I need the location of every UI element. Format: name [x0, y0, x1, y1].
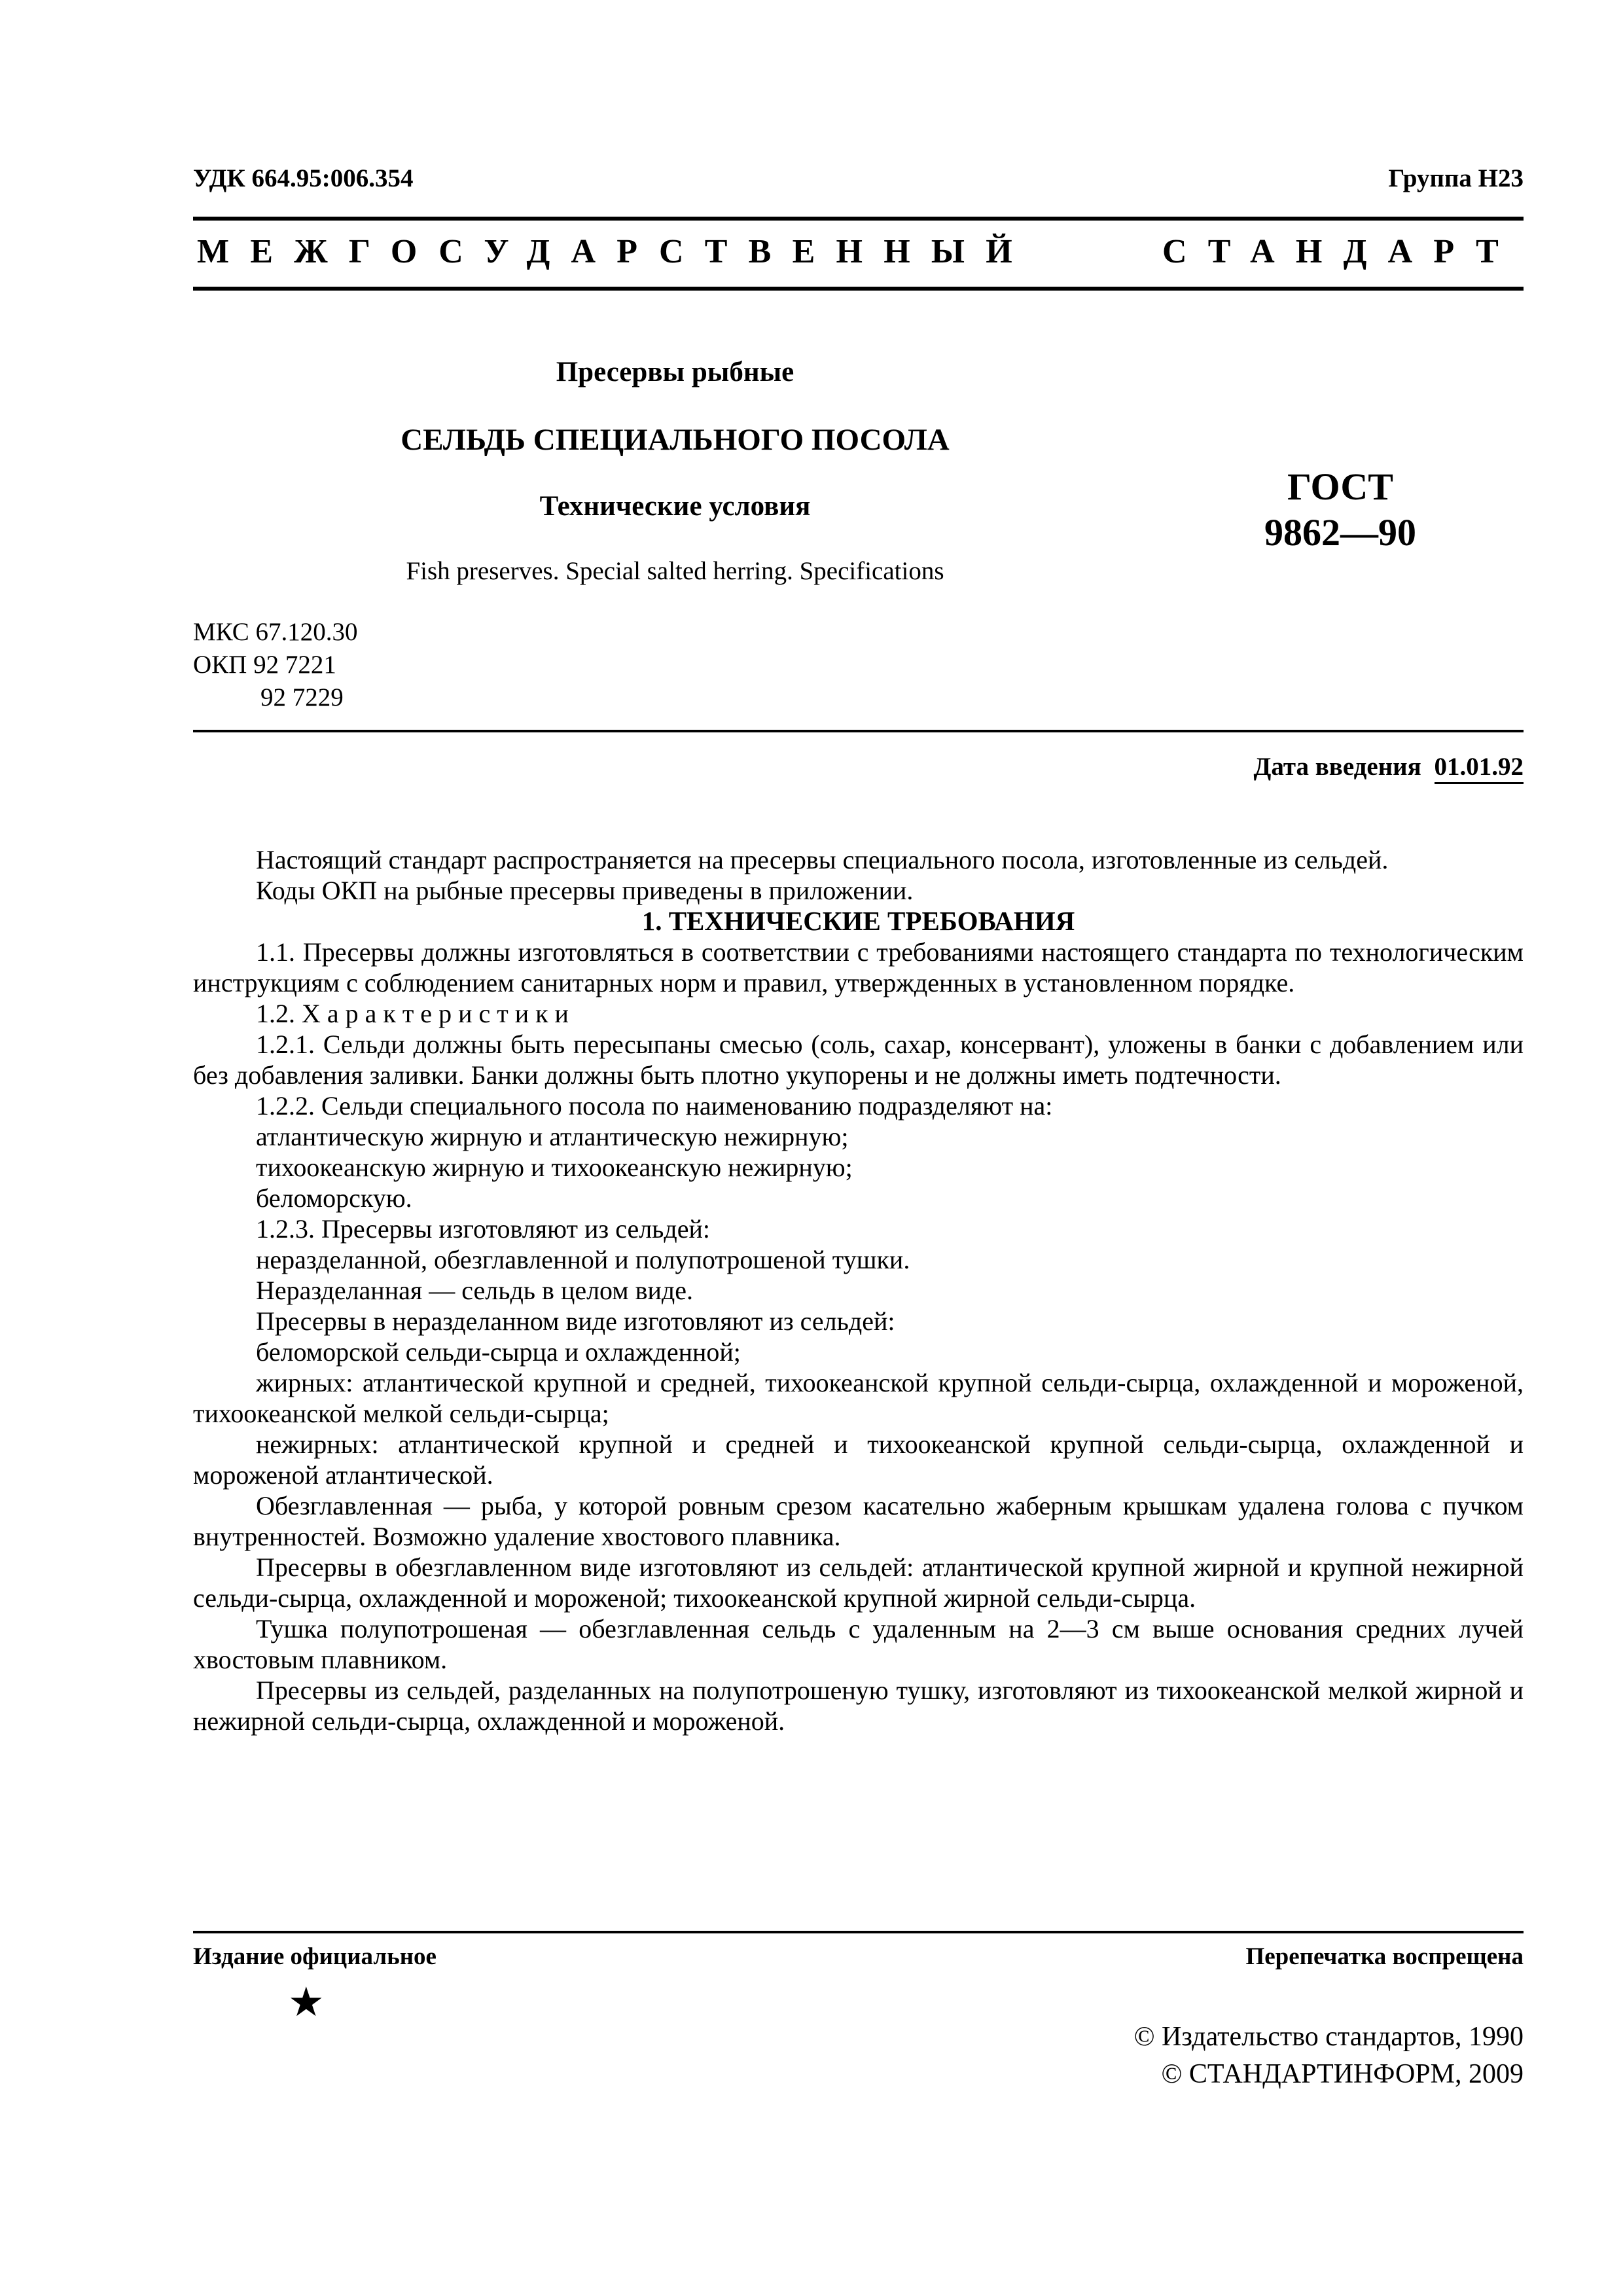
paragraph: Коды ОКП на рыбные пресервы приведены в приложении. [256, 876, 914, 905]
title-area [193, 356, 1524, 586]
document-subject: Пресервы рыбные [556, 357, 794, 387]
document-body [193, 844, 1524, 1736]
document-title-english: Fish preserves. Special salted herring. Specifications [406, 557, 944, 585]
gost-label: ГОСТ [1287, 465, 1393, 508]
paragraph: жирных: атлантической крупной и средней, тихоокеанской крупной сельди-сырца, охлажденной и мороженой, тихоокеанской мелкой сельди-сырца; [193, 1368, 1524, 1428]
introduction-date [193, 752, 1524, 781]
paragraph: Пресервы из сельдей, разделанных на полупотрошеную тушку, изготовляют из тихоокеанской мелкой жирной и нежирной сельди-сырца, охлажденной и мороженой. [193, 1676, 1524, 1736]
section-1-heading: 1. ТЕХНИЧЕСКИЕ ТРЕБОВАНИЯ [641, 906, 1075, 936]
paragraph: 1.2.1. Сельди должны быть пересыпаны смесью (соль, сахар, консервант), уложены в банки с добавлением или без добавления заливки. Банки должны быть плотно укупорены и не должны иметь подтечности. [193, 1030, 1524, 1090]
paragraph: тихоокеанскую жирную и тихоокеанскую нежирную; [256, 1153, 853, 1182]
banner-word-1: МЕЖГОСУДАРСТВЕННЫЙ [197, 233, 1033, 270]
paragraph: нежирных: атлантической крупной и средней и тихоокеанской крупной сельди-сырца, охлажденной и мороженой атлантической. [193, 1429, 1524, 1490]
copyright-line-2: © СТАНДАРТИНФОРМ, 2009 [1161, 2059, 1524, 2089]
paragraph: Пресервы в обезглавленном виде изготовляют из сельдей: атлантической крупной жирной и крупной нежирной сельди-сырца, охлажденной и мороженой; тихоокеанской крупной жирной сельди-сырца. [193, 1552, 1524, 1613]
footer-labels [193, 1943, 1524, 1971]
gost-number-block [1157, 356, 1524, 586]
classification-codes [193, 616, 1524, 714]
paragraph: 1.2. Х а р а к т е р и с т и к и [256, 999, 569, 1028]
paragraph: Неразделанная — сельдь в целом виде. [256, 1276, 694, 1305]
paragraph: неразделанной, обезглавленной и полупотрошеной тушки. [256, 1245, 910, 1274]
copyright-block [1134, 2018, 1524, 2093]
title-block [193, 356, 1157, 586]
paragraph: беломорской сельди-сырца и охлажденной; [256, 1337, 741, 1367]
paragraph: Тушка полупотрошеная — обезглавленная сельдь с удаленным на 2—3 см выше основания средних лучей хвостовым плавником. [193, 1614, 1524, 1674]
udk-code: УДК 664.95:006.354 [193, 164, 414, 192]
paragraph: 1.2.3. Пресервы изготовляют из сельдей: [256, 1214, 711, 1244]
star-icon: ★ [288, 1981, 325, 2025]
official-edition-label: Издание официальное [193, 1943, 437, 1970]
paragraph: 1.2.2. Сельди специального посола по наименованию подразделяют на: [256, 1091, 1053, 1121]
paragraph: Настоящий стандарт распространяется на пресервы специального посола, изготовленные из сельдей. [256, 845, 1389, 874]
footer-bottom [193, 1982, 1524, 2093]
paragraph: Пресервы в неразделанном виде изготовляют из сельдей: [256, 1306, 895, 1336]
document-title: СЕЛЬДЬ СПЕЦИАЛЬНОГО ПОСОЛА [401, 423, 950, 457]
okp-code-1: ОКП 92 7221 [193, 651, 336, 679]
paragraph: беломорскую. [256, 1183, 412, 1213]
reprint-prohibited-label: Перепечатка воспрещена [1245, 1943, 1524, 1970]
standard-banner-title [197, 232, 1520, 271]
copyright-line-1: © Издательство стандартов, 1990 [1133, 2022, 1524, 2052]
banner-word-2: СТАНДАРТ [1162, 233, 1520, 270]
meta-row [193, 164, 1524, 193]
paragraph: атлантическую жирную и атлантическую нежирную; [256, 1122, 849, 1151]
page-content [193, 0, 1524, 1736]
date-label: Дата введения [1253, 753, 1421, 781]
horizontal-rule [193, 730, 1524, 732]
mks-code: МКС 67.120.30 [193, 618, 358, 646]
group-code: Группа Н23 [1388, 164, 1524, 192]
paragraph: 1.1. Пресервы должны изготовляться в соответствии с требованиями настоящего стандарта по технологическим инструкциям с соблюдением санитарных норм и правил, утвержденных в установленном порядке. [193, 937, 1524, 997]
standard-banner [193, 217, 1524, 291]
document-subtitle: Технические условия [539, 491, 811, 522]
okp-code-2: 92 7229 [260, 683, 344, 711]
paragraph: Обезглавленная — рыба, у которой ровным срезом касательно жаберным крышкам удалена голова с пучком внутренностей. Возможно удаление хвостового плавника. [193, 1491, 1524, 1551]
gost-number: 9862—90 [1264, 511, 1416, 554]
page-footer [193, 1931, 1524, 2093]
date-value: 01.01.92 [1435, 753, 1524, 784]
